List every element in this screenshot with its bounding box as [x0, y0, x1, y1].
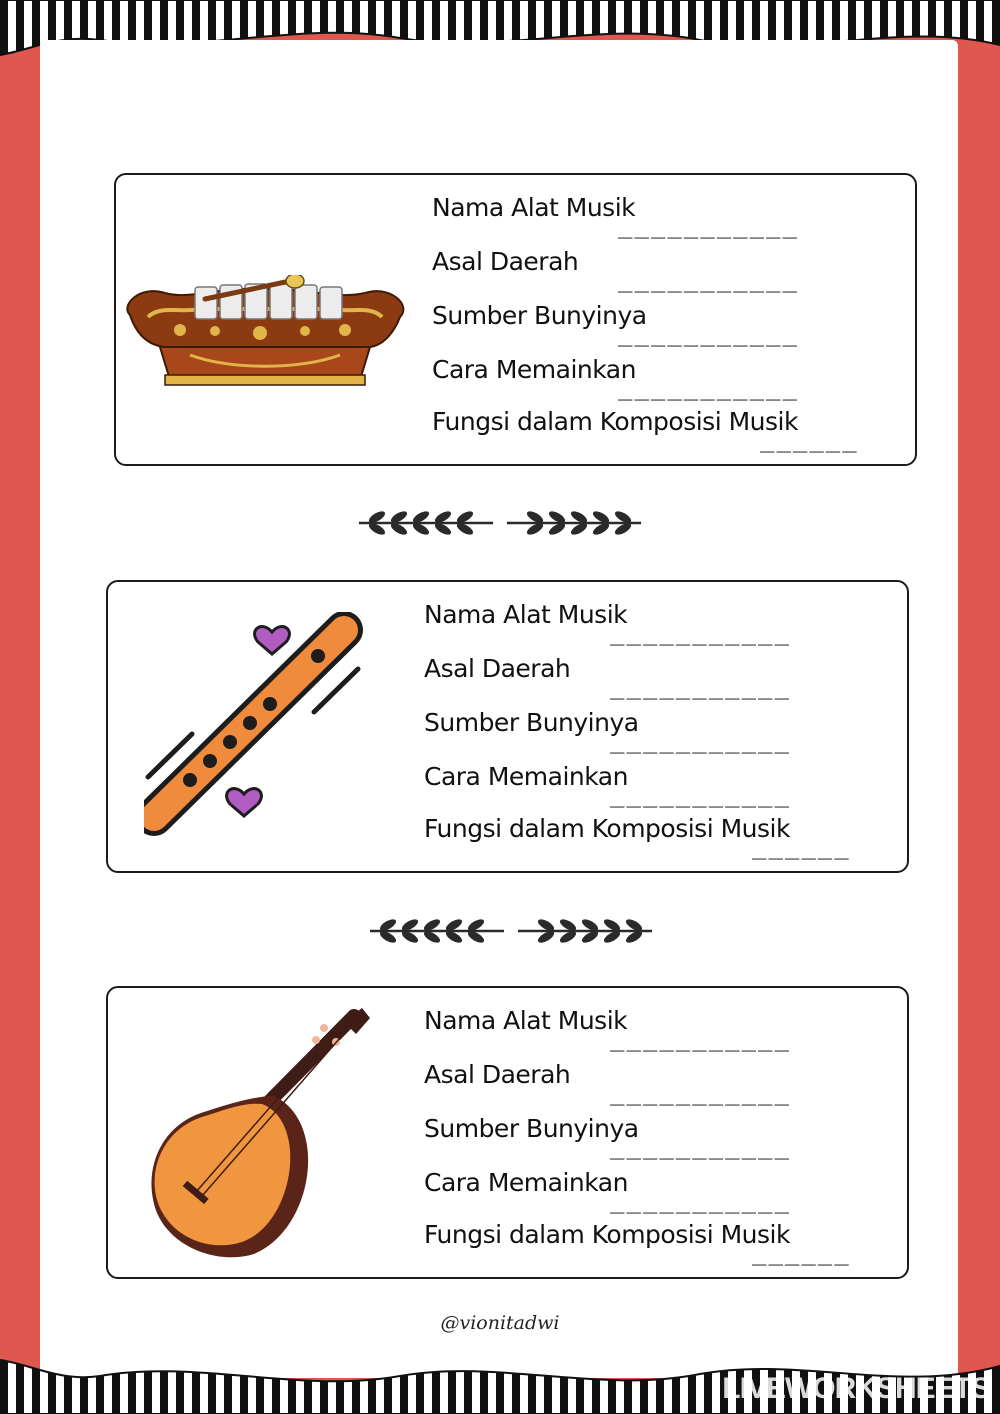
answer-blank[interactable]: ___________ — [618, 319, 799, 347]
field-asal-daerah — [432, 247, 799, 293]
gambus-lute-icon — [144, 1004, 374, 1266]
leaf-divider — [357, 506, 643, 540]
answer-blank[interactable]: ___________ — [610, 780, 791, 808]
answer-blank[interactable]: ___________ — [610, 1078, 791, 1106]
answer-blank[interactable]: ___________ — [618, 373, 799, 401]
field-label: Nama Alat Musik — [432, 193, 636, 222]
field-asal-daerah — [424, 1060, 791, 1106]
answer-blank[interactable]: ___________ — [610, 1132, 791, 1160]
field-sumber-bunyinya — [424, 1114, 791, 1160]
field-nama-alat-musik — [424, 600, 791, 646]
answer-blank[interactable]: ___________ — [610, 618, 791, 646]
instrument-card-3 — [106, 986, 909, 1279]
field-label: Sumber Bunyinya — [424, 708, 639, 737]
field-asal-daerah — [424, 654, 791, 700]
card-1-fields — [432, 193, 902, 453]
card-3-fields — [424, 1006, 894, 1266]
field-cara-memainkan — [424, 762, 791, 808]
suling-flute-icon — [144, 612, 394, 842]
answer-blank[interactable]: ___________ — [610, 726, 791, 754]
field-cara-memainkan — [424, 1168, 791, 1214]
author-credit: @vionitadwi — [440, 1312, 560, 1334]
field-fungsi-komposisi — [424, 1220, 851, 1266]
answer-blank[interactable]: ______ — [760, 425, 859, 453]
field-label: Nama Alat Musik — [424, 600, 628, 629]
gamelan-saron-icon — [120, 275, 410, 400]
field-label: Cara Memainkan — [424, 762, 628, 791]
field-label: Cara Memainkan — [432, 355, 636, 384]
field-label: Sumber Bunyinya — [432, 301, 647, 330]
field-label: Cara Memainkan — [424, 1168, 628, 1197]
field-label: Asal Daerah — [424, 1060, 571, 1089]
leaf-divider — [368, 914, 654, 948]
field-label: Asal Daerah — [424, 654, 571, 683]
answer-blank[interactable]: ___________ — [618, 265, 799, 293]
answer-blank[interactable]: ___________ — [610, 1186, 791, 1214]
answer-blank[interactable]: ___________ — [610, 672, 791, 700]
answer-blank[interactable]: ___________ — [618, 211, 799, 239]
field-cara-memainkan — [432, 355, 799, 401]
liveworksheets-watermark: LIVEWORKSHEETS — [722, 1372, 990, 1405]
field-label: Asal Daerah — [432, 247, 579, 276]
card-2-fields — [424, 600, 894, 860]
instrument-card-2 — [106, 580, 909, 873]
field-sumber-bunyinya — [424, 708, 791, 754]
field-label: Sumber Bunyinya — [424, 1114, 639, 1143]
field-label: Fungsi dalam Komposisi Musik — [424, 814, 790, 843]
instrument-card-1 — [114, 173, 917, 466]
field-fungsi-komposisi — [432, 407, 859, 453]
field-nama-alat-musik — [432, 193, 799, 239]
field-sumber-bunyinya — [432, 301, 799, 347]
field-label: Fungsi dalam Komposisi Musik — [432, 407, 798, 436]
field-label: Nama Alat Musik — [424, 1006, 628, 1035]
field-label: Fungsi dalam Komposisi Musik — [424, 1220, 790, 1249]
field-fungsi-komposisi — [424, 814, 851, 860]
answer-blank[interactable]: ______ — [752, 832, 851, 860]
answer-blank[interactable]: ___________ — [610, 1024, 791, 1052]
field-nama-alat-musik — [424, 1006, 791, 1052]
answer-blank[interactable]: ______ — [752, 1238, 851, 1266]
